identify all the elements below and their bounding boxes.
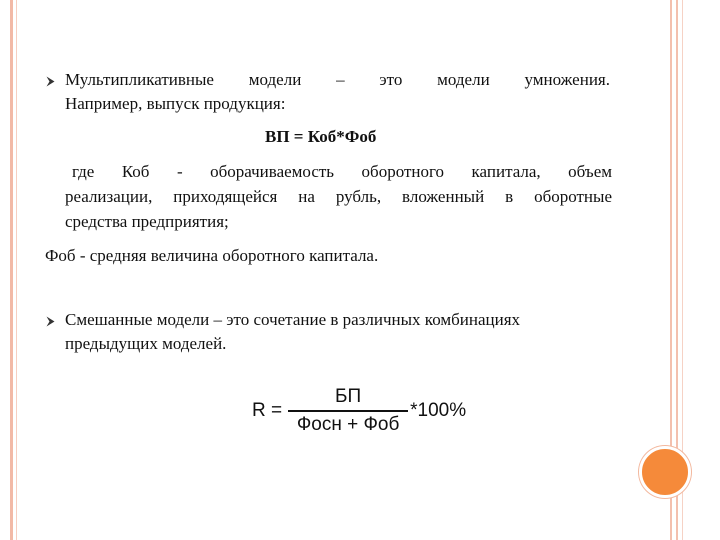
bullet-2-line-1: Смешанные модели – это сочетание в различных комбинациях	[65, 310, 521, 329]
arrow-right-icon	[45, 315, 55, 327]
formula-r-denominator: Фосн + Фоб	[296, 413, 400, 435]
definition-2: Фоб - средняя величина оборотного капитала.	[45, 246, 379, 265]
formula-r-fraction	[288, 386, 408, 436]
definition-1-line-3: средства предприятия;	[65, 212, 229, 231]
arrow-right-icon	[45, 75, 55, 87]
bullet-2-line-2: предыдущих моделей.	[65, 334, 227, 353]
formula-r	[252, 386, 466, 436]
formula-r-tail: *100%	[410, 399, 467, 421]
formula-r-lhs: R =	[252, 399, 283, 421]
formula-vp: ВП = Коб*Фоб	[265, 127, 377, 146]
bullet-1-line-2: Например, выпуск продукция:	[65, 94, 286, 113]
definition-1-line-1: где Коб - оборачиваемость оборотного капитала, объем	[72, 162, 612, 181]
formula-r-numerator: БП	[335, 386, 362, 407]
bullet-1-line-1: Мультипликативные модели – это модели умножения.	[65, 70, 610, 89]
definition-1-line-2: реализации, приходящейся на рубль, вложенный в оборотные	[65, 187, 612, 206]
